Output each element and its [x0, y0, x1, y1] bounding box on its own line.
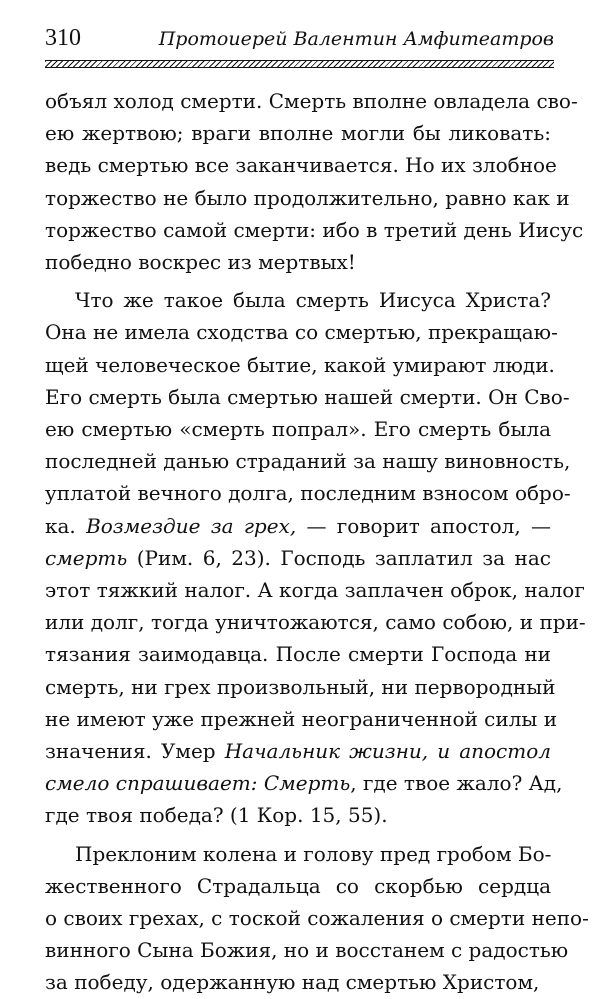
text-line — [45, 85, 578, 117]
text-line — [45, 445, 571, 477]
text-line — [45, 735, 551, 767]
text-run: этот тяжкий налог. А когда заплачен оброк, налог — [45, 578, 585, 603]
text-line — [45, 703, 558, 735]
text-line — [45, 477, 571, 509]
text-run: , где твое жало? Ад, — [350, 771, 563, 796]
text-line — [45, 671, 556, 703]
text-line — [45, 413, 551, 445]
italic-quote: Начальник жизни, и апостол — [224, 739, 551, 764]
header-divider — [45, 60, 554, 68]
text-line — [45, 246, 551, 278]
running-title: Протоиерей Валентин Амфитеатров — [158, 28, 554, 50]
text-run: о своих грехах, с тоской сожаления о смерти непо- — [45, 906, 589, 931]
text-run: щей человеческое бытие, какой умирают люди. — [45, 352, 555, 377]
text-line — [45, 799, 551, 831]
text-run: уплатой вечного долга, последним взносом обро- — [45, 481, 571, 506]
text-line — [45, 966, 551, 998]
text-line — [45, 182, 570, 214]
text-run: победно воскрес из мертвых! — [45, 250, 356, 275]
text-line — [45, 767, 563, 799]
text-line — [45, 838, 551, 870]
text-line — [45, 574, 585, 606]
text-run: жественного Страдальца со скорбью сердца — [45, 873, 551, 898]
text-run: Она не имела сходства со смертью, прекращаю- — [45, 320, 558, 345]
text-line — [45, 381, 570, 413]
text-run: торжество самой смерти: ибо в третий день Иисус — [45, 217, 584, 242]
text-run: за победу, одержанную над смертью Христом, — [45, 970, 540, 995]
text-run: ею жертвою; враги вполне могли бы ликовать: — [45, 121, 551, 146]
text-run: смерть, ни грех произвольный, ни первородный — [45, 674, 556, 699]
text-line — [45, 349, 555, 381]
page-header — [45, 20, 554, 56]
text-line — [45, 870, 551, 902]
text-run: или долг, тогда уничтожаются, само собою, и при- — [45, 610, 586, 635]
italic-quote: смело спрашивает: Смерть — [45, 771, 351, 796]
text-run: где твоя победа? (1 Кор. 15, 55). — [45, 803, 388, 828]
text-run: Его смерть была смертью нашей смерти. Он Сво- — [45, 384, 570, 409]
text-run: значения. Умер — [45, 739, 225, 764]
text-line — [45, 214, 584, 246]
text-line — [45, 934, 569, 966]
text-line — [45, 117, 551, 149]
text-run: ка. — [45, 513, 87, 538]
text-run: винного Сына Божия, но и восстанем с радостью — [45, 938, 569, 963]
text-run: последней данью страданий за нашу виновность, — [45, 449, 571, 474]
text-line — [45, 902, 589, 934]
text-line — [45, 284, 551, 316]
text-run: тязания заимодавца. После смерти Господа ни — [45, 642, 551, 667]
italic-quote: смерть — [45, 545, 128, 570]
text-run: не имеют уже прежней неограниченной силы и — [45, 706, 558, 731]
text-run: Преклоним колена и голову пред гробом Бо- — [75, 841, 552, 866]
italic-quote: Возмездие за грех, — [86, 513, 297, 538]
text-run: (Рим. 6, 23). Господь заплатил за нас — [127, 545, 551, 570]
text-line — [45, 149, 557, 181]
page-number: 310 — [45, 25, 81, 51]
text-line — [45, 510, 551, 542]
text-run: Что же такое была смерть Иисуса Христа? — [75, 288, 551, 313]
text-line — [45, 542, 551, 574]
text-run: — говорит апостол, — — [296, 513, 551, 538]
text-line — [45, 606, 586, 638]
paragraph — [45, 284, 586, 831]
body-text — [45, 85, 589, 999]
paragraph — [45, 838, 589, 999]
text-run: торжество не было продолжительно, равно как и — [45, 185, 570, 210]
text-line — [45, 638, 551, 670]
paragraph — [45, 85, 584, 278]
text-run: объял холод смерти. Смерть вполне овладела сво- — [45, 89, 578, 113]
text-run: ею смертью «смерть попрал». Его смерть была — [45, 417, 551, 442]
text-line — [45, 316, 558, 348]
text-run: ведь смертью все заканчивается. Но их злобное — [45, 153, 557, 178]
